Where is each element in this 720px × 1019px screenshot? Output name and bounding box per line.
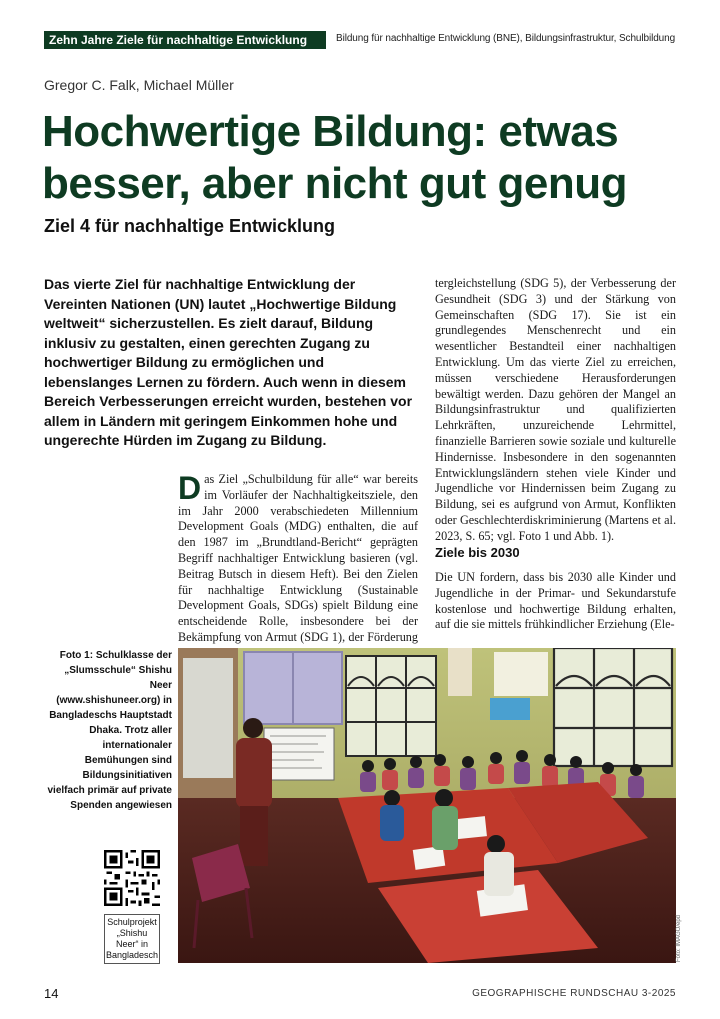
page-number: 14 xyxy=(44,986,59,1001)
body-paragraph-3: Die UN fordern, dass bis 2030 alle Kinder und Jugendliche in der Primar- und Sekundarstufe kostenlose und hochwertige Bildung erhalten, auf die sie mittels frühkindlicher Erziehung (Ele- xyxy=(435,570,676,632)
body-column-1 xyxy=(178,472,418,662)
body-column-2b xyxy=(435,570,676,633)
body-paragraph-1 xyxy=(178,472,418,662)
qr-code[interactable] xyxy=(104,850,160,906)
journal-name: GEOGRAPHISCHE RUNDSCHAU 3-2025 xyxy=(472,988,676,999)
topic-tags: Bildung für nachhaltige Entwicklung (BNE), Bildungsinfrastruktur, Schulbildung xyxy=(336,33,676,44)
article-title: Hochwertige Bildung: etwas besser, aber nicht gut genug xyxy=(42,107,628,208)
series-label: Zehn Jahre Ziele für nachhaltige Entwicklung xyxy=(44,31,326,49)
body-column-2 xyxy=(435,276,676,545)
photo-credit: Foto: IMAGO/epd xyxy=(676,914,682,962)
authors: Gregor C. Falk, Michael Müller xyxy=(44,77,234,93)
section-heading: Ziele bis 2030 xyxy=(435,545,520,560)
body-paragraph-2: tergleichstellung (SDG 5), der Verbesserung der Gesundheit (SDG 3) und der Stärkung von Gemeinschaften (SDG 17). Sie ist ein grundlegendes Menschenrecht und ein wesentlicher Bestandteil einer nachhaltigen Entwicklung. Um das vierte Ziel zu erreichen, müssen verschiedene Herausforderungen bewältigt werden. Dazu gehören der Mangel an Bildungsinfrastruktur und qualifizierten Lehrkräften, unzureichende Lehrmittel, finanzielle Barrieren sowie soziale und kulturelle Hindernisse. Insbesondere in den sogenannten Entwicklungsländern stehen viele Kinder und Jugendliche vor Hindernissen beim Zugang zu Bildung, sei es aufgrund von Armut, Konflikten oder Geschlechterdiskriminierung (Martens et al. 2023, S. 65; vgl. Foto 1 und Abb. 1). xyxy=(435,276,676,543)
drop-cap: D xyxy=(178,470,202,506)
photo-caption: Foto 1: Schulklasse der „Slumsschule“ Shishu Neer (www.shishuneer.org) in Bangladeschs Hauptstadt Dhaka. Trotz aller internationaler Bemühungen sind Bildungsinitiativen vielfach primär auf private Spenden angewiesen xyxy=(47,650,172,811)
lead-paragraph: Das vierte Ziel für nachhaltige Entwicklung der Vereinten Nationen (UN) lautet „Hochwertige Bildung weltweit“ sicherzustellen. Es zielt darauf, Bildung inklusiv zu gestalten, einen gerechten Zugang zu hochwertiger Bildung zu ermöglichen und lebenslanges Lernen zu fördern. Auch wenn in diesem Bereich Verbesserungen erreicht wurden, bestehen vor allem in Ländern mit geringem Einkommen hohe und ungerechte Hürden im Zugang zu Bildung. xyxy=(44,276,413,448)
body-text-1: as Ziel „Schulbildung für alle“ war bereits im Vorläufer der Nachhaltigkeitsziele, den im Jahr 2000 verabschiedeten Millennium Development Goals (MDG) enthalten, die auf den 1987 im „Brundtland-Bericht“ geprägten Begriff nachhaltiger Entwicklung basieren (vgl. Beitrag Butsch in diesem Heft). Bei den Zielen für nachhaltige Entwicklung (Sustainable Development Goals, SDGs) spielt Bildung eine entscheidende Rolle, insbesondere bei der Bekämpfung von Armut (SDG 1), der Förderung xyxy=(178,472,418,644)
classroom-photo xyxy=(178,648,676,963)
qr-label: Schulprojekt „Shishu Neer“ in Bangladesch xyxy=(104,914,160,964)
article-subtitle: Ziel 4 für nachhaltige Entwicklung xyxy=(44,216,336,236)
